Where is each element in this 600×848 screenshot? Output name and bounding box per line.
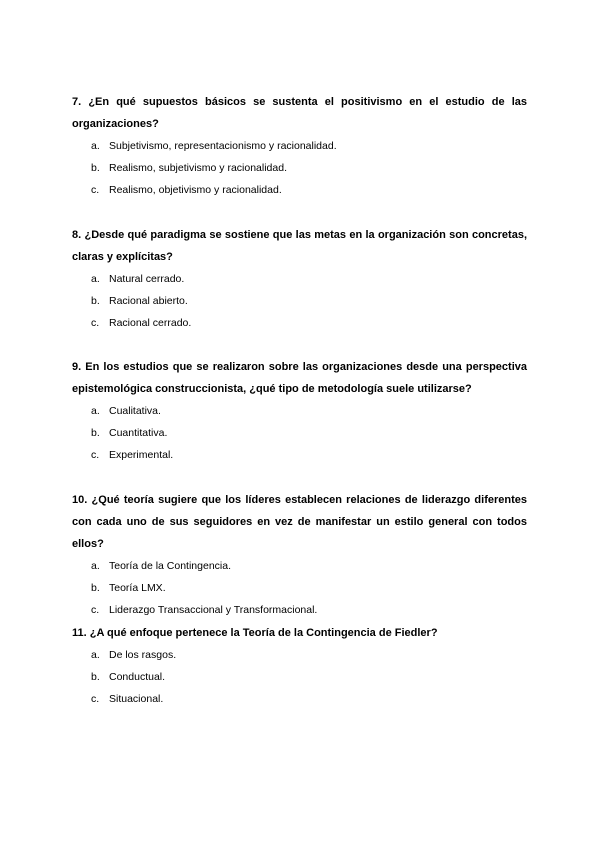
option-text: Racional abierto.: [109, 295, 188, 307]
option-letter: b.: [91, 427, 100, 439]
option-c: [72, 688, 527, 710]
option-letter: c.: [91, 604, 100, 616]
option-text: Conductual.: [109, 671, 166, 683]
question-prompt: ¿A qué enfoque pertenece la Teoría de la Contingencia de Fiedler?: [89, 627, 438, 639]
option-a: [72, 135, 527, 157]
option-text: Realismo, objetivismo y racionalidad.: [109, 184, 282, 196]
option-b: [72, 666, 527, 688]
option-letter: a.: [91, 649, 100, 661]
question-number: 8.: [72, 229, 82, 241]
question-prompt: En los estudios que se realizaron sobre las organizaciones desde una perspectiva epistemológica construccionista, ¿qué tipo de metodología suele utilizarse?: [72, 361, 527, 395]
question-prompt: ¿En qué supuestos básicos se sustenta el positivismo en el estudio de las organizaciones?: [72, 96, 527, 130]
question-prompt: ¿Qué teoría sugiere que los líderes establecen relaciones de liderazgo diferentes con cada uno de sus seguidores en vez de manifestar un estilo general con todos ellos?: [72, 494, 528, 550]
question-9: [72, 356, 527, 466]
question-number: 7.: [72, 96, 82, 108]
option-text: Liderazgo Transaccional y Transformacional.: [109, 604, 318, 616]
question-prompt: ¿Desde qué paradigma se sostiene que las metas en la organización son concretas, claras y explícitas?: [72, 229, 527, 263]
option-text: Realismo, subjetivismo y racionalidad.: [109, 162, 287, 174]
option-text: De los rasgos.: [109, 649, 177, 661]
option-letter: b.: [91, 671, 100, 683]
option-text: Teoría LMX.: [109, 582, 166, 594]
option-b: [72, 577, 527, 599]
option-letter: a.: [91, 273, 100, 285]
options-list: [72, 555, 527, 621]
option-letter: b.: [91, 295, 100, 307]
option-b: [72, 157, 527, 179]
option-a: [72, 268, 527, 290]
question-number: 11.: [72, 627, 87, 639]
option-c: [72, 312, 527, 334]
question-11: [72, 622, 527, 710]
option-a: [72, 644, 527, 666]
option-text: Teoría de la Contingencia.: [109, 560, 231, 572]
question-8: [72, 224, 527, 334]
question-8-text: [72, 224, 527, 268]
option-letter: a.: [91, 560, 100, 572]
option-text: Cualitativa.: [109, 405, 161, 417]
option-a: [72, 400, 527, 422]
question-number: 10.: [72, 494, 88, 506]
option-b: [72, 422, 527, 444]
option-text: Experimental.: [109, 449, 174, 461]
option-text: Cuantitativa.: [109, 427, 168, 439]
options-list: [72, 400, 527, 466]
option-text: Situacional.: [109, 693, 164, 705]
option-c: [72, 179, 527, 201]
options-list: [72, 268, 527, 334]
option-letter: c.: [91, 317, 100, 329]
options-list: [72, 644, 527, 710]
option-letter: c.: [91, 693, 100, 705]
option-letter: b.: [91, 162, 100, 174]
option-text: Subjetivismo, representacionismo y racionalidad.: [109, 140, 337, 152]
option-a: [72, 555, 527, 577]
option-c: [72, 444, 527, 466]
question-10: [72, 489, 527, 621]
question-7: [72, 91, 527, 201]
option-letter: a.: [91, 140, 100, 152]
question-9-text: [72, 356, 527, 400]
option-letter: c.: [91, 449, 100, 461]
question-10-text: [72, 489, 527, 555]
question-number: 9.: [72, 361, 82, 373]
question-7-text: [72, 91, 527, 135]
question-11-text: [72, 622, 527, 644]
option-letter: a.: [91, 405, 100, 417]
option-c: [72, 599, 527, 621]
option-letter: b.: [91, 582, 100, 594]
option-b: [72, 290, 527, 312]
option-letter: c.: [91, 184, 100, 196]
options-list: [72, 135, 527, 201]
option-text: Natural cerrado.: [109, 273, 185, 285]
option-text: Racional cerrado.: [109, 317, 192, 329]
